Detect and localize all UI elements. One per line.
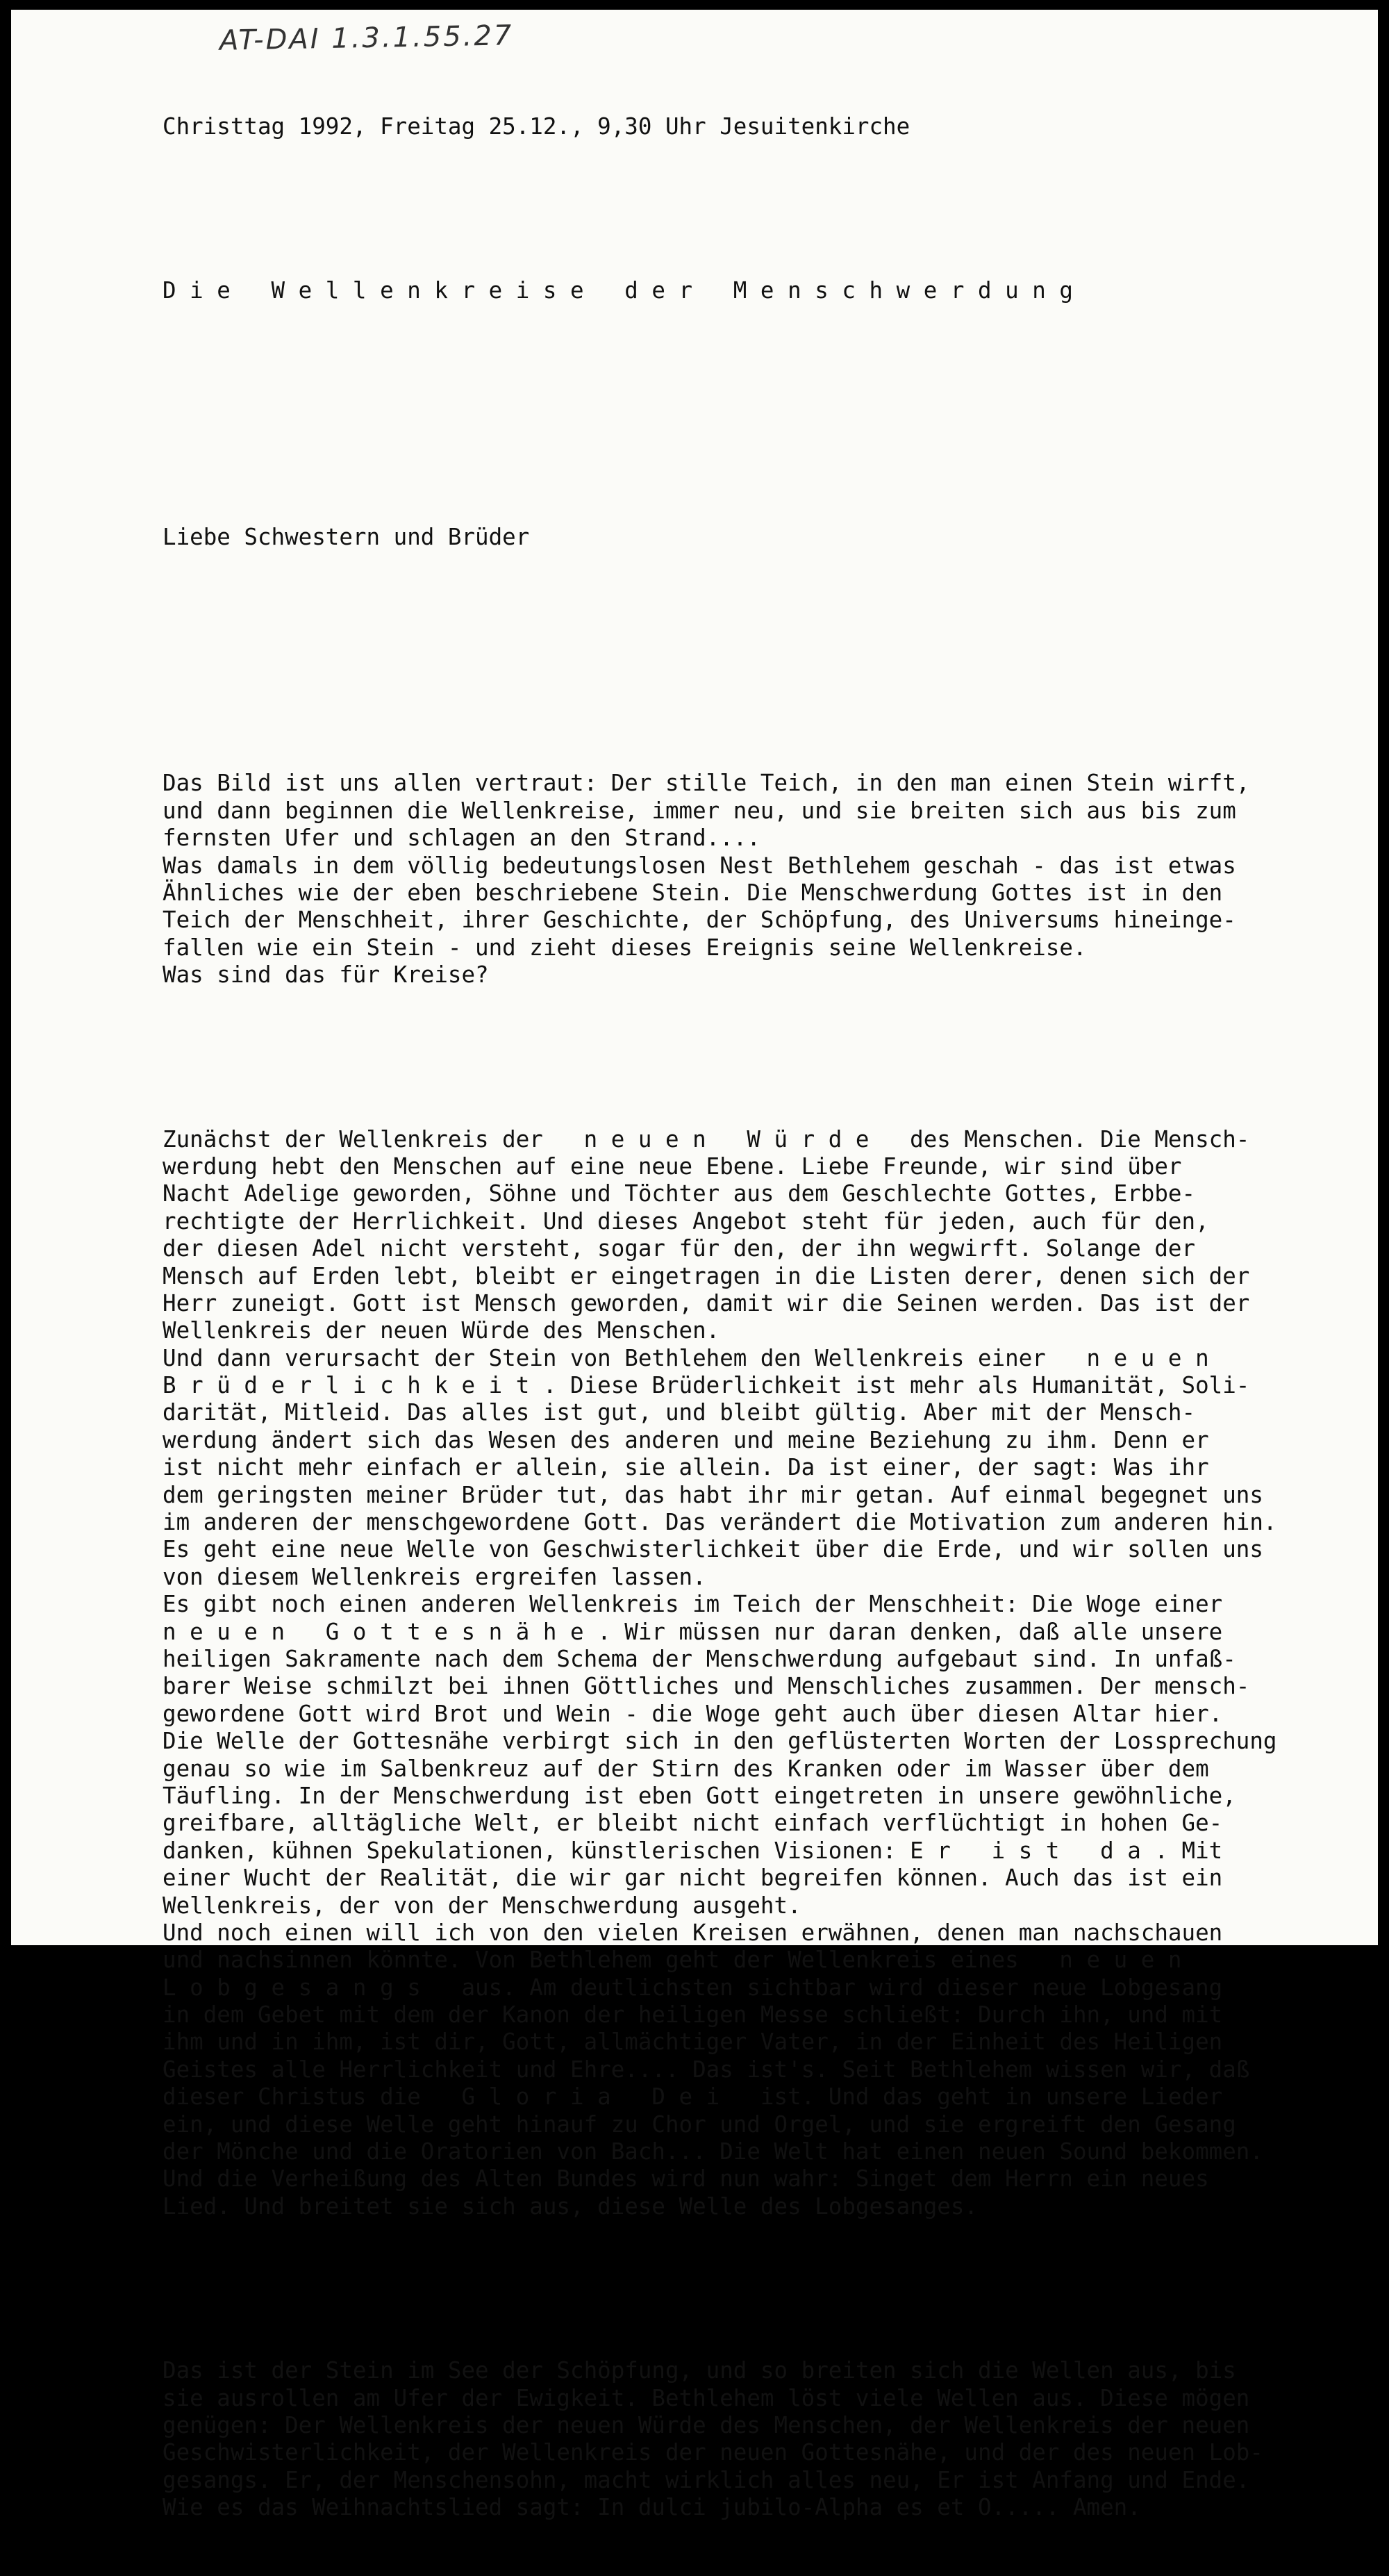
text-line: rechtigte der Herrlichkeit. Und dieses Angebot steht für jeden, auch für den, bbox=[163, 1207, 1209, 1235]
text-line: ihm und in ihm, ist dir, Gott, allmächtiger Vater, in der Einheit des Heiligen bbox=[163, 2029, 1223, 2056]
text-line: Und noch einen will ich von den vielen Kreisen erwähnen, denen man nachschauen bbox=[163, 1919, 1223, 1946]
text-line: heiligen Sakramente nach dem Schema der Menschwerdung aufgebaut sind. In unfaß- bbox=[163, 1646, 1236, 1672]
text-line: L o b g e s a n g s aus. Am deutlichsten sichtbar wird dieser neue Lobgesang bbox=[163, 1974, 1223, 2001]
text-line: genau so wie im Salbenkreuz auf der Stirn des Kranken oder im Wasser über dem bbox=[163, 1755, 1209, 1782]
text-line: greifbare, alltägliche Welt, er bleibt nicht einfach verflüchtigt in hohen Ge- bbox=[163, 1810, 1223, 1837]
text-line: Es geht eine neue Welle von Geschwisterlichkeit über die Erde, und wir sollen uns bbox=[163, 1536, 1263, 1563]
text-line: Und die Verheißung des Alten Bundes wird nun wahr: Singet dem Herrn ein neues bbox=[163, 2165, 1209, 2193]
header-line: Christtag 1992, Freitag 25.12., 9,30 Uhr Jesuitenkirche bbox=[163, 113, 910, 140]
text-line: Herr zuneigt. Gott ist Mensch geworden, damit wir die Seinen werden. Das ist der bbox=[163, 1289, 1250, 1316]
text-line: B r ü d e r l i c h k e i t . Diese Brüderlichkeit ist mehr als Humanität, Soli- bbox=[163, 1372, 1250, 1399]
text-line: der diesen Adel nicht versteht, sogar für den, der ihn wegwirft. Solange der bbox=[163, 1235, 1196, 1262]
text-line: Ähnliches wie der eben beschriebene Stein. Die Menschwerdung Gottes ist in den bbox=[163, 880, 1223, 906]
text-line: Geschwisterlichkeit, der Wellenkreis der neuen Gottesnähe, und der des neuen Lob- bbox=[163, 2439, 1263, 2466]
text-line: Wellenkreis, der von der Menschwerdung ausgeht. bbox=[163, 1892, 801, 1919]
text-line: im anderen der menschgewordene Gott. Das verändert die Motivation zum anderen hin. bbox=[163, 1509, 1277, 1536]
salutation: Liebe Schwestern und Brüder bbox=[163, 523, 530, 550]
text-line: dem geringsten meiner Brüder tut, das habt ihr mir getan. Auf einmal begegnet uns bbox=[163, 1481, 1263, 1508]
text-line: ein, und diese Welle geht hinauf zu Chor und Orgel, und sie ergreift den Gesang bbox=[163, 2111, 1236, 2138]
text-line: Das ist der Stein im See der Schöpfung, und so breiten sich die Wellen aus, bis bbox=[163, 2357, 1236, 2384]
text-line: Nacht Adelige geworden, Söhne und Töchter aus dem Geschlechte Gottes, Erbbe- bbox=[163, 1180, 1196, 1207]
text-line: Was damals in dem völlig bedeutungslosen Nest Bethlehem geschah - das ist etwas bbox=[163, 852, 1236, 879]
text-line: und nachsinnen könnte. Von Bethlehem geht der Wellenkreis eines n e u e n bbox=[163, 1947, 1182, 1974]
text-line: Und dann verursacht der Stein von Bethlehem den Wellenkreis einer n e u e n bbox=[163, 1344, 1209, 1371]
text-line: fallen wie ein Stein - und zieht dieses Ereignis seine Wellenkreise. bbox=[163, 934, 1087, 961]
text-line: der Mönche und die Oratorien von Bach... Die Welt hat einen neuen Sound bekommen. bbox=[163, 2138, 1263, 2165]
text-line: und dann beginnen die Wellenkreise, immer neu, und sie breiten sich aus bis zum bbox=[163, 797, 1236, 824]
text-line: sie ausrollen am Ufer der Ewigkeit. Bethlehem löst viele Wellen aus. Diese mögen bbox=[163, 2384, 1250, 2411]
text-line: gewordene Gott wird Brot und Wein - die Woge geht auch über diesen Altar hier. bbox=[163, 1700, 1223, 1727]
paragraph-3 bbox=[163, 2357, 1343, 2521]
text-line: gesangs. Er, der Menschensohn, macht wirklich alles neu, Er ist Anfang und Ende. bbox=[163, 2466, 1250, 2493]
text-line: danken, kühnen Spekulationen, künstlerischen Visionen: E r i s t d a . Mit bbox=[163, 1837, 1223, 1864]
paragraph-2 bbox=[163, 1126, 1343, 2221]
text-line: Das Bild ist uns allen vertraut: Der stille Teich, in den man einen Stein wirft, bbox=[163, 770, 1250, 797]
text-line: darität, Mitleid. Das alles ist gut, und bleibt gültig. Aber mit der Mensch- bbox=[163, 1399, 1196, 1426]
text-line: Teich der Menschheit, ihrer Geschichte, der Schöpfung, des Universums hineinge- bbox=[163, 907, 1236, 934]
text-line: Geistes alle Herrlichkeit und Ehre.... Das ist's. Seit Bethlehem wissen wir, daß bbox=[163, 2056, 1250, 2083]
text-line: ist nicht mehr einfach er allein, sie allein. Da ist einer, der sagt: Was ihr bbox=[163, 1454, 1209, 1481]
text-line: genügen: Der Wellenkreis der neuen Würde des Menschen, der Wellenkreis der neuen bbox=[163, 2412, 1250, 2438]
text-line: in dem Gebet mit dem der Kanon der heiligen Messe schließt: Durch ihn, und mit bbox=[163, 2001, 1223, 2029]
text-line: dieser Christus die G l o r i a D e i ist. Und das geht in unsere Lieder bbox=[163, 2083, 1223, 2111]
text-line: Zunächst der Wellenkreis der n e u e n W ü r d e des Menschen. Die Mensch- bbox=[163, 1125, 1250, 1153]
text-line: Es gibt noch einen anderen Wellenkreis im Teich der Menschheit: Die Woge einer bbox=[163, 1591, 1223, 1618]
text-line: Was sind das für Kreise? bbox=[163, 961, 489, 989]
sermon-title: D i e W e l l e n k r e i s e d e r M e n s c h w e r d u n g bbox=[163, 277, 1073, 304]
text-line: barer Weise schmilzt bei ihnen Göttliches und Menschliches zusammen. Der mensch- bbox=[163, 1673, 1250, 1700]
text-line: Täufling. In der Menschwerdung ist eben Gott eingetreten in unsere gewöhnliche, bbox=[163, 1782, 1236, 1809]
text-line: fernsten Ufer und schlagen an den Strand.... bbox=[163, 825, 760, 852]
text-line: von diesem Wellenkreis ergreifen lassen. bbox=[163, 1563, 706, 1590]
text-line: Wie es das Weihnachtslied sagt: In dulci jubilo-Alpha es et O..... Amen. bbox=[163, 2494, 1141, 2521]
text-line: werdung ändert sich das Wesen des anderen und meine Beziehung zu ihm. Denn er bbox=[163, 1426, 1209, 1453]
text-line: Die Welle der Gottesnähe verbirgt sich in den geflüsterten Worten der Lossprechung bbox=[163, 1728, 1277, 1755]
text-line: n e u e n G o t t e s n ä h e . Wir müssen nur daran denken, daß alle unsere bbox=[163, 1618, 1223, 1645]
text-line: Lied. Und breitet sie sich aus, diese Welle des Lobgesanges. bbox=[163, 2193, 978, 2220]
text-line: Wellenkreis der neuen Würde des Menschen. bbox=[163, 1317, 720, 1344]
paragraph-1 bbox=[163, 770, 1343, 989]
text-line: einer Wucht der Realität, die wir gar nicht begreifen können. Auch das ist ein bbox=[163, 1865, 1223, 1892]
text-line: werdung hebt den Menschen auf eine neue Ebene. Liebe Freunde, wir sind über bbox=[163, 1153, 1182, 1180]
archive-signature-stamp: AT-DAI 1.3.1.55.27 bbox=[219, 19, 514, 57]
document-page bbox=[11, 10, 1378, 2521]
text-line: Mensch auf Erden lebt, bleibt er eingetragen in die Listen derer, denen sich der bbox=[163, 1262, 1250, 1289]
document-body bbox=[163, 58, 1343, 2576]
